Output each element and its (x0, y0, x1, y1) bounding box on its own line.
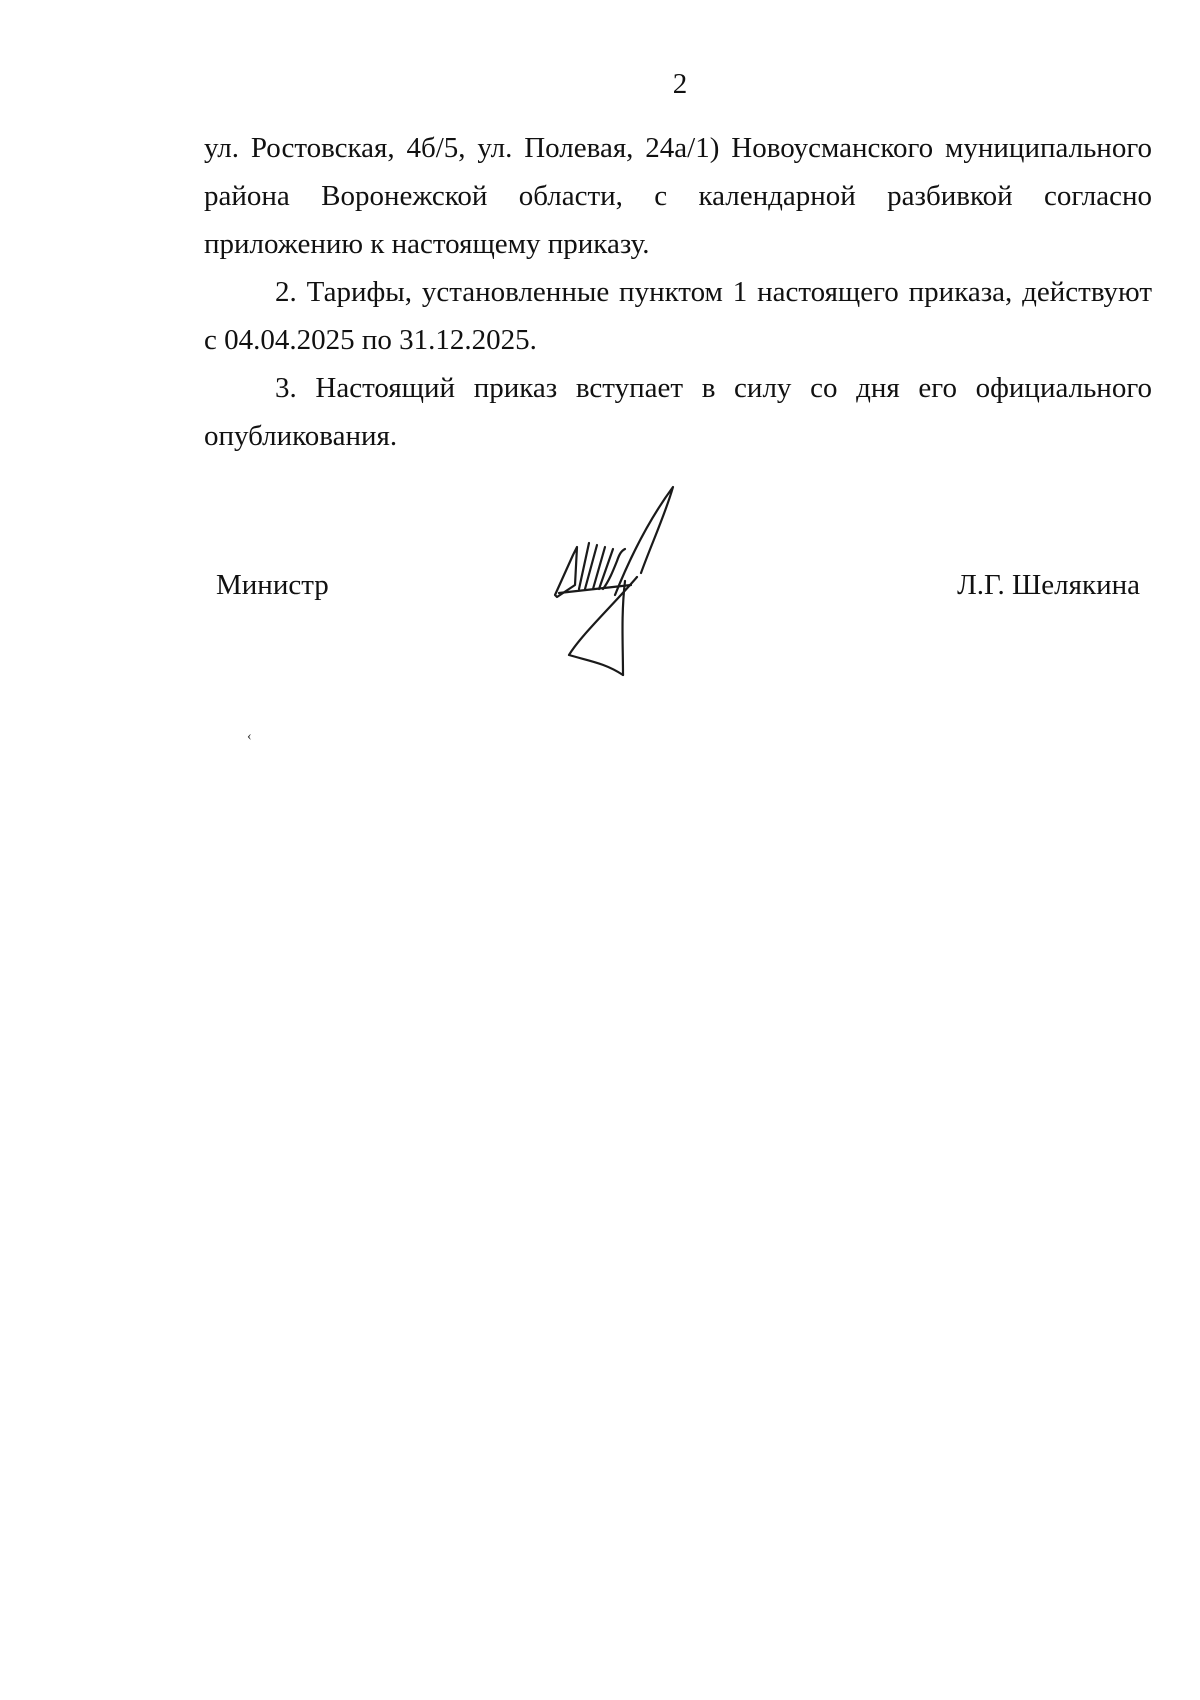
paragraph-item-3: 3. Настоящий приказ вступает в силу со дня его официального опубликования. (204, 372, 1152, 452)
page-number: 2 (672, 68, 688, 100)
signature-block (0, 0, 1200, 700)
signatory-title: Министр (216, 569, 329, 601)
paragraph-item-2: 2. Тарифы, установленные пунктом 1 настоящего приказа, действуют с 04.04.2025 по 31.12.2025. (204, 276, 1152, 356)
signatory-name: Л.Г. Шелякина (957, 569, 1140, 601)
paragraph-continuation: ул. Ростовская, 4б/5, ул. Полевая, 24а/1) Новоусманского муниципального района Воронежской области, с календарной разбивкой согласно приложению к настоящему приказу. (204, 132, 1152, 260)
stray-mark: ‹ (247, 729, 252, 744)
signature-icon (545, 485, 695, 685)
